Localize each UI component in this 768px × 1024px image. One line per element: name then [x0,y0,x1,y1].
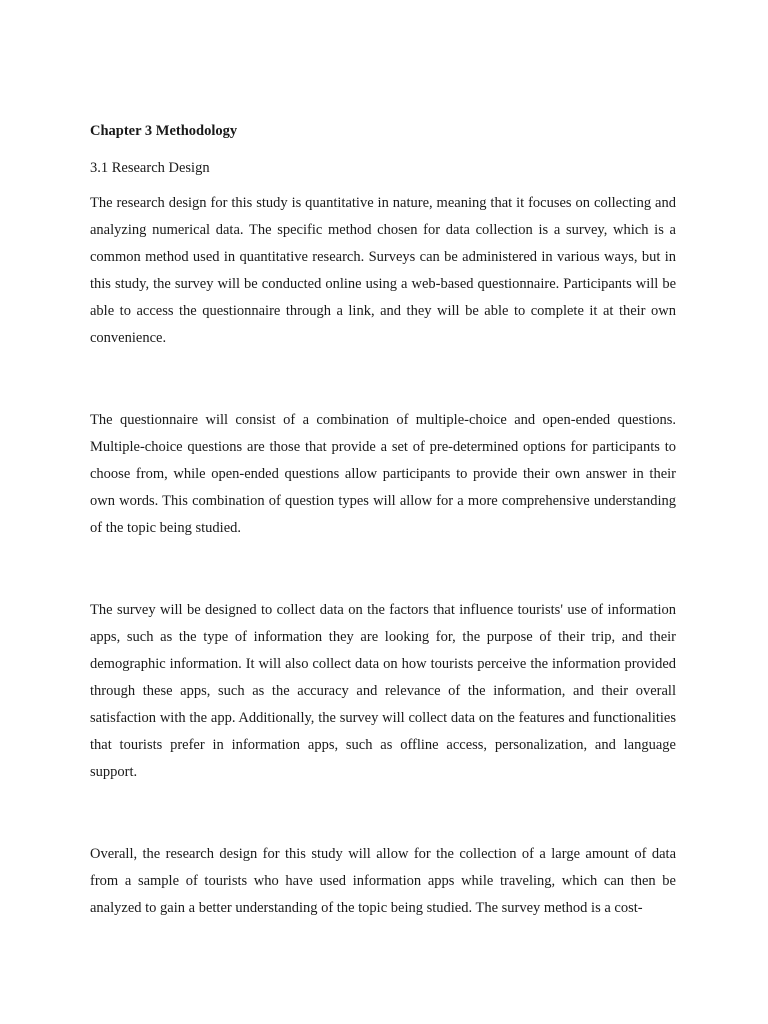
paragraph-overall: Overall, the research design for this study will allow for the collection of a large amount of data from a sample of tourists who have used information apps while traveling, which can then be analyzed to gain a better understanding of the topic being studied. The survey method is a cost- [90,846,676,916]
paragraph-research-design: The research design for this study is quantitative in nature, meaning that it focuses on collecting and analyzing numerical data. The specific method chosen for data collection is a survey, which is a common method used in quantitative research. Surveys can be administered in various ways, but in this study, the survey will be conducted online using a web-based questionnaire. Participants will be able to access the questionnaire through a link, and they will be able to complete it at their own convenience. [90,195,676,346]
page-content [90,121,676,922]
section-heading: 3.1 Research Design [90,160,210,176]
paragraph-survey-data: The survey will be designed to collect data on the factors that influence tourists' use of information apps, such as the type of information they are looking for, the purpose of their trip, and their demographic information. It will also collect data on how tourists perceive the information provided through these apps, such as the accuracy and relevance of the information, and their overall satisfaction with the app. Additionally, the survey will collect data on the features and functionalities that tourists prefer in information apps, such as offline access, personalization, and language support. [90,602,676,780]
paragraph-questionnaire: The questionnaire will consist of a combination of multiple-choice and open-ended questions. Multiple-choice questions are those that provide a set of pre-determined options for participants to choose from, while open-ended questions allow participants to provide their own answer in their own words. This combination of question types will allow for a more comprehensive understanding of the topic being studied. [90,412,676,536]
chapter-title: Chapter 3 Methodology [90,123,238,139]
